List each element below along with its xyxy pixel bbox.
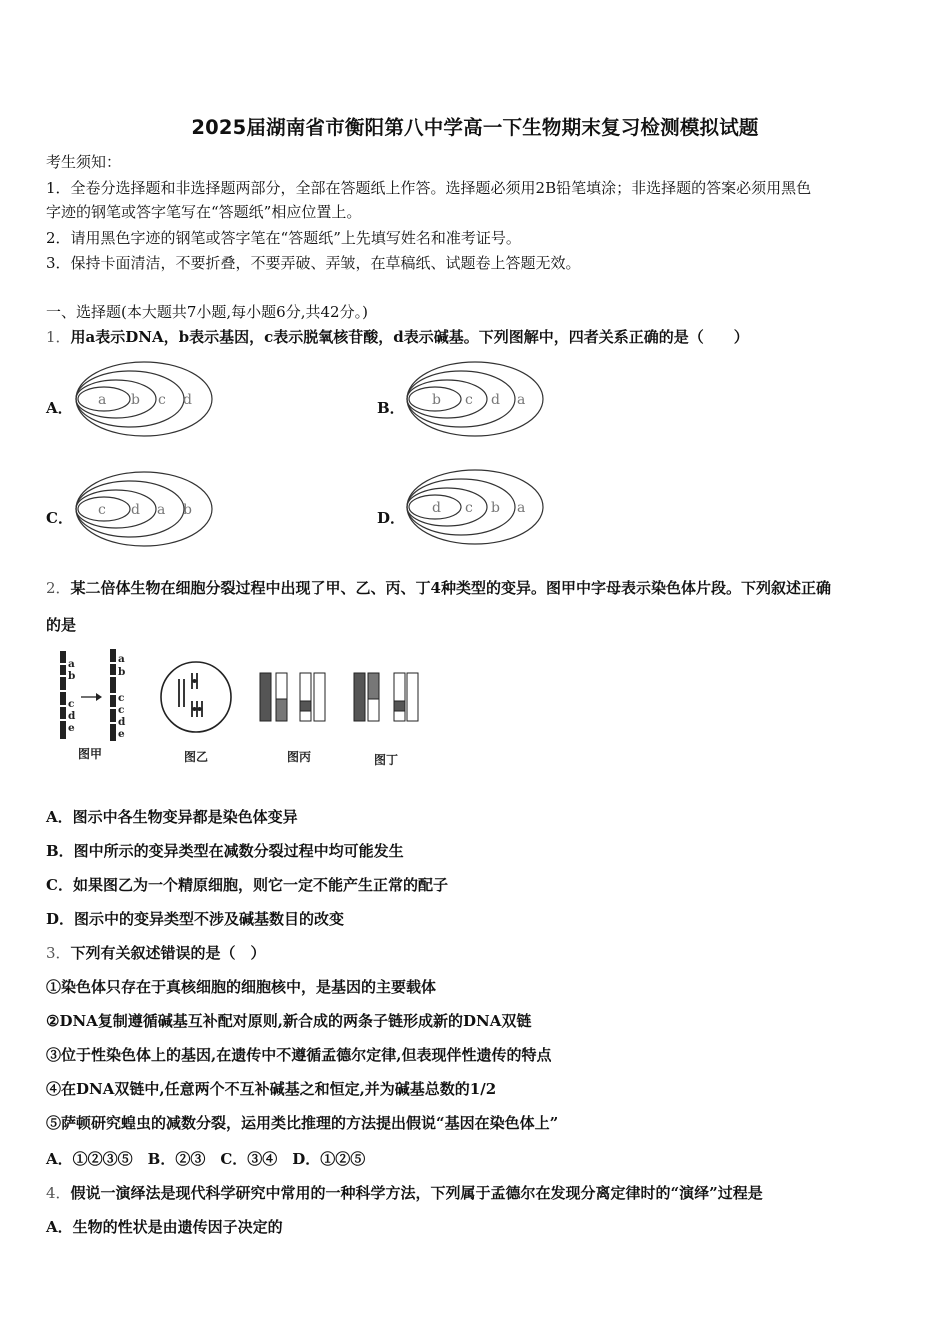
chrom-label: c bbox=[118, 704, 125, 716]
ellipse-label: d bbox=[432, 500, 441, 516]
question-stem-cont: 的是 bbox=[46, 616, 77, 634]
ellipse-label: c bbox=[158, 392, 166, 408]
question-number: 2． bbox=[46, 579, 71, 597]
chrom-label: e bbox=[118, 728, 125, 740]
ellipse-label: c bbox=[98, 502, 106, 518]
notice-item: 3．保持卡面清洁，不要折叠，不要弄破、弄皱，在草稿纸、试题卷上答题无效。 bbox=[46, 254, 581, 272]
ellipse-label: b bbox=[131, 392, 140, 408]
q3-statement: ③位于性染色体上的基因,在遗传中不遵循孟德尔定律,但表现伴性遗传的特点 bbox=[46, 1046, 552, 1064]
figure-bing bbox=[260, 673, 325, 721]
chrom-label: e bbox=[68, 722, 75, 734]
question-stem: 假说一演绎法是现代科学研究中常用的一种科学方法，下列属于孟德尔在发现分离定律时的“演绎”过程是 bbox=[70, 1184, 763, 1202]
question-stem: 某二倍体生物在细胞分裂过程中出现了甲、乙、丙、丁4种类型的变异。图甲中字母表示染色体片段。下列叙述正确 bbox=[70, 579, 831, 597]
chrom-label: c bbox=[68, 698, 75, 710]
ellipse-label: b bbox=[183, 502, 192, 518]
ellipse-label: b bbox=[491, 500, 500, 516]
figure-label: 图甲 bbox=[78, 747, 103, 761]
question-stem: 用a表示DNA，b表示基因，c表示脱氧核苷酸，d表示碱基。下列图解中，四者关系正确的是（ ） bbox=[70, 328, 749, 346]
ellipse-label: b bbox=[432, 392, 441, 408]
ellipse-label: a bbox=[517, 500, 526, 516]
question-3 bbox=[46, 943, 266, 963]
figure-yi bbox=[161, 662, 231, 732]
notice-item: 1．全卷分选择题和非选择题两部分，全部在答题纸上作答。选择题必须用2B铅笔填涂；非选择题的答案必须用黑色 bbox=[46, 179, 812, 197]
question-stem: 下列有关叙述错误的是（ ） bbox=[70, 944, 266, 962]
q1-diagram-a bbox=[74, 360, 218, 440]
chrom-label: d bbox=[68, 710, 76, 722]
question-number: 1． bbox=[46, 328, 71, 346]
section-heading: 一、选择题(本大题共7小题,每小题6分,共42分。) bbox=[46, 303, 368, 321]
ellipse-label: c bbox=[465, 392, 473, 408]
chrom-label: b bbox=[68, 670, 76, 682]
chrom-label: b bbox=[118, 666, 126, 678]
ellipse-label: a bbox=[517, 392, 526, 408]
ellipse-label: d bbox=[491, 392, 500, 408]
q3-statement: ①染色体只存在于真核细胞的细胞核中，是基因的主要载体 bbox=[46, 978, 437, 996]
question-number: 3． bbox=[46, 944, 71, 962]
q1-option-a-label: A． bbox=[46, 399, 73, 417]
notice-item: 字迹的钢笔或答字笔写在“答题纸”相应位置上。 bbox=[46, 203, 362, 221]
chrom-label: a bbox=[68, 658, 75, 670]
chrom-label: d bbox=[118, 716, 126, 728]
q1-diagram-d bbox=[405, 468, 549, 548]
chrom-label: c bbox=[118, 692, 125, 704]
question-1 bbox=[46, 327, 749, 347]
question-number: 4． bbox=[46, 1184, 71, 1202]
ellipse-label: a bbox=[98, 392, 107, 408]
q2-option: A．图示中各生物变异都是染色体变异 bbox=[46, 808, 298, 826]
figure-label: 图丙 bbox=[287, 750, 312, 764]
q3-options: A．①②③⑤ B．②③ C．③④ D．①②⑤ bbox=[46, 1150, 366, 1168]
notice-item: 2．请用黑色字迹的钢笔或答字笔在“答题纸”上先填写姓名和准考证号。 bbox=[46, 229, 521, 247]
question-4 bbox=[46, 1183, 763, 1203]
q1-option-c-label: C． bbox=[46, 509, 73, 527]
ellipse-label: d bbox=[131, 502, 140, 518]
q2-option: D．图示中的变异类型不涉及碱基数目的改变 bbox=[46, 910, 345, 928]
q1-option-d-label: D． bbox=[377, 509, 406, 527]
ellipse-label: a bbox=[157, 502, 166, 518]
q3-statement: ④在DNA双链中,任意两个不互补碱基之和恒定,并为碱基总数的1/2 bbox=[46, 1080, 497, 1098]
q3-statement: ⑤萨顿研究蝗虫的减数分裂，运用类比推理的方法提出假说“基因在染色体上” bbox=[46, 1114, 559, 1132]
q2-option: B．图中所示的变异类型在减数分裂过程中均可能发生 bbox=[46, 842, 404, 860]
chrom-label: a bbox=[118, 653, 125, 665]
figure-label: 图乙 bbox=[184, 750, 209, 764]
figure-label: 图丁 bbox=[374, 753, 399, 767]
q2-option: C．如果图乙为一个精原细胞，则它一定不能产生正常的配子 bbox=[46, 876, 448, 894]
ellipse-label: c bbox=[465, 500, 473, 516]
page-title: 2025届湖南省市衡阳第八中学高一下生物期末复习检测模拟试题 bbox=[191, 116, 759, 139]
notice-heading: 考生须知： bbox=[46, 153, 122, 171]
question-2 bbox=[46, 578, 831, 598]
figure-jia bbox=[60, 649, 126, 741]
ellipse-label: d bbox=[183, 392, 192, 408]
q1-option-b-label: B． bbox=[377, 399, 405, 417]
q2-figure bbox=[44, 645, 434, 770]
q1-diagram-b bbox=[405, 360, 549, 440]
q4-option: A．生物的性状是由遗传因子决定的 bbox=[46, 1218, 283, 1236]
q1-diagram-c bbox=[74, 470, 218, 550]
q3-statement: ②DNA复制遵循碱基互补配对原则,新合成的两条子链形成新的DNA双链 bbox=[46, 1012, 532, 1030]
figure-ding bbox=[354, 673, 418, 721]
